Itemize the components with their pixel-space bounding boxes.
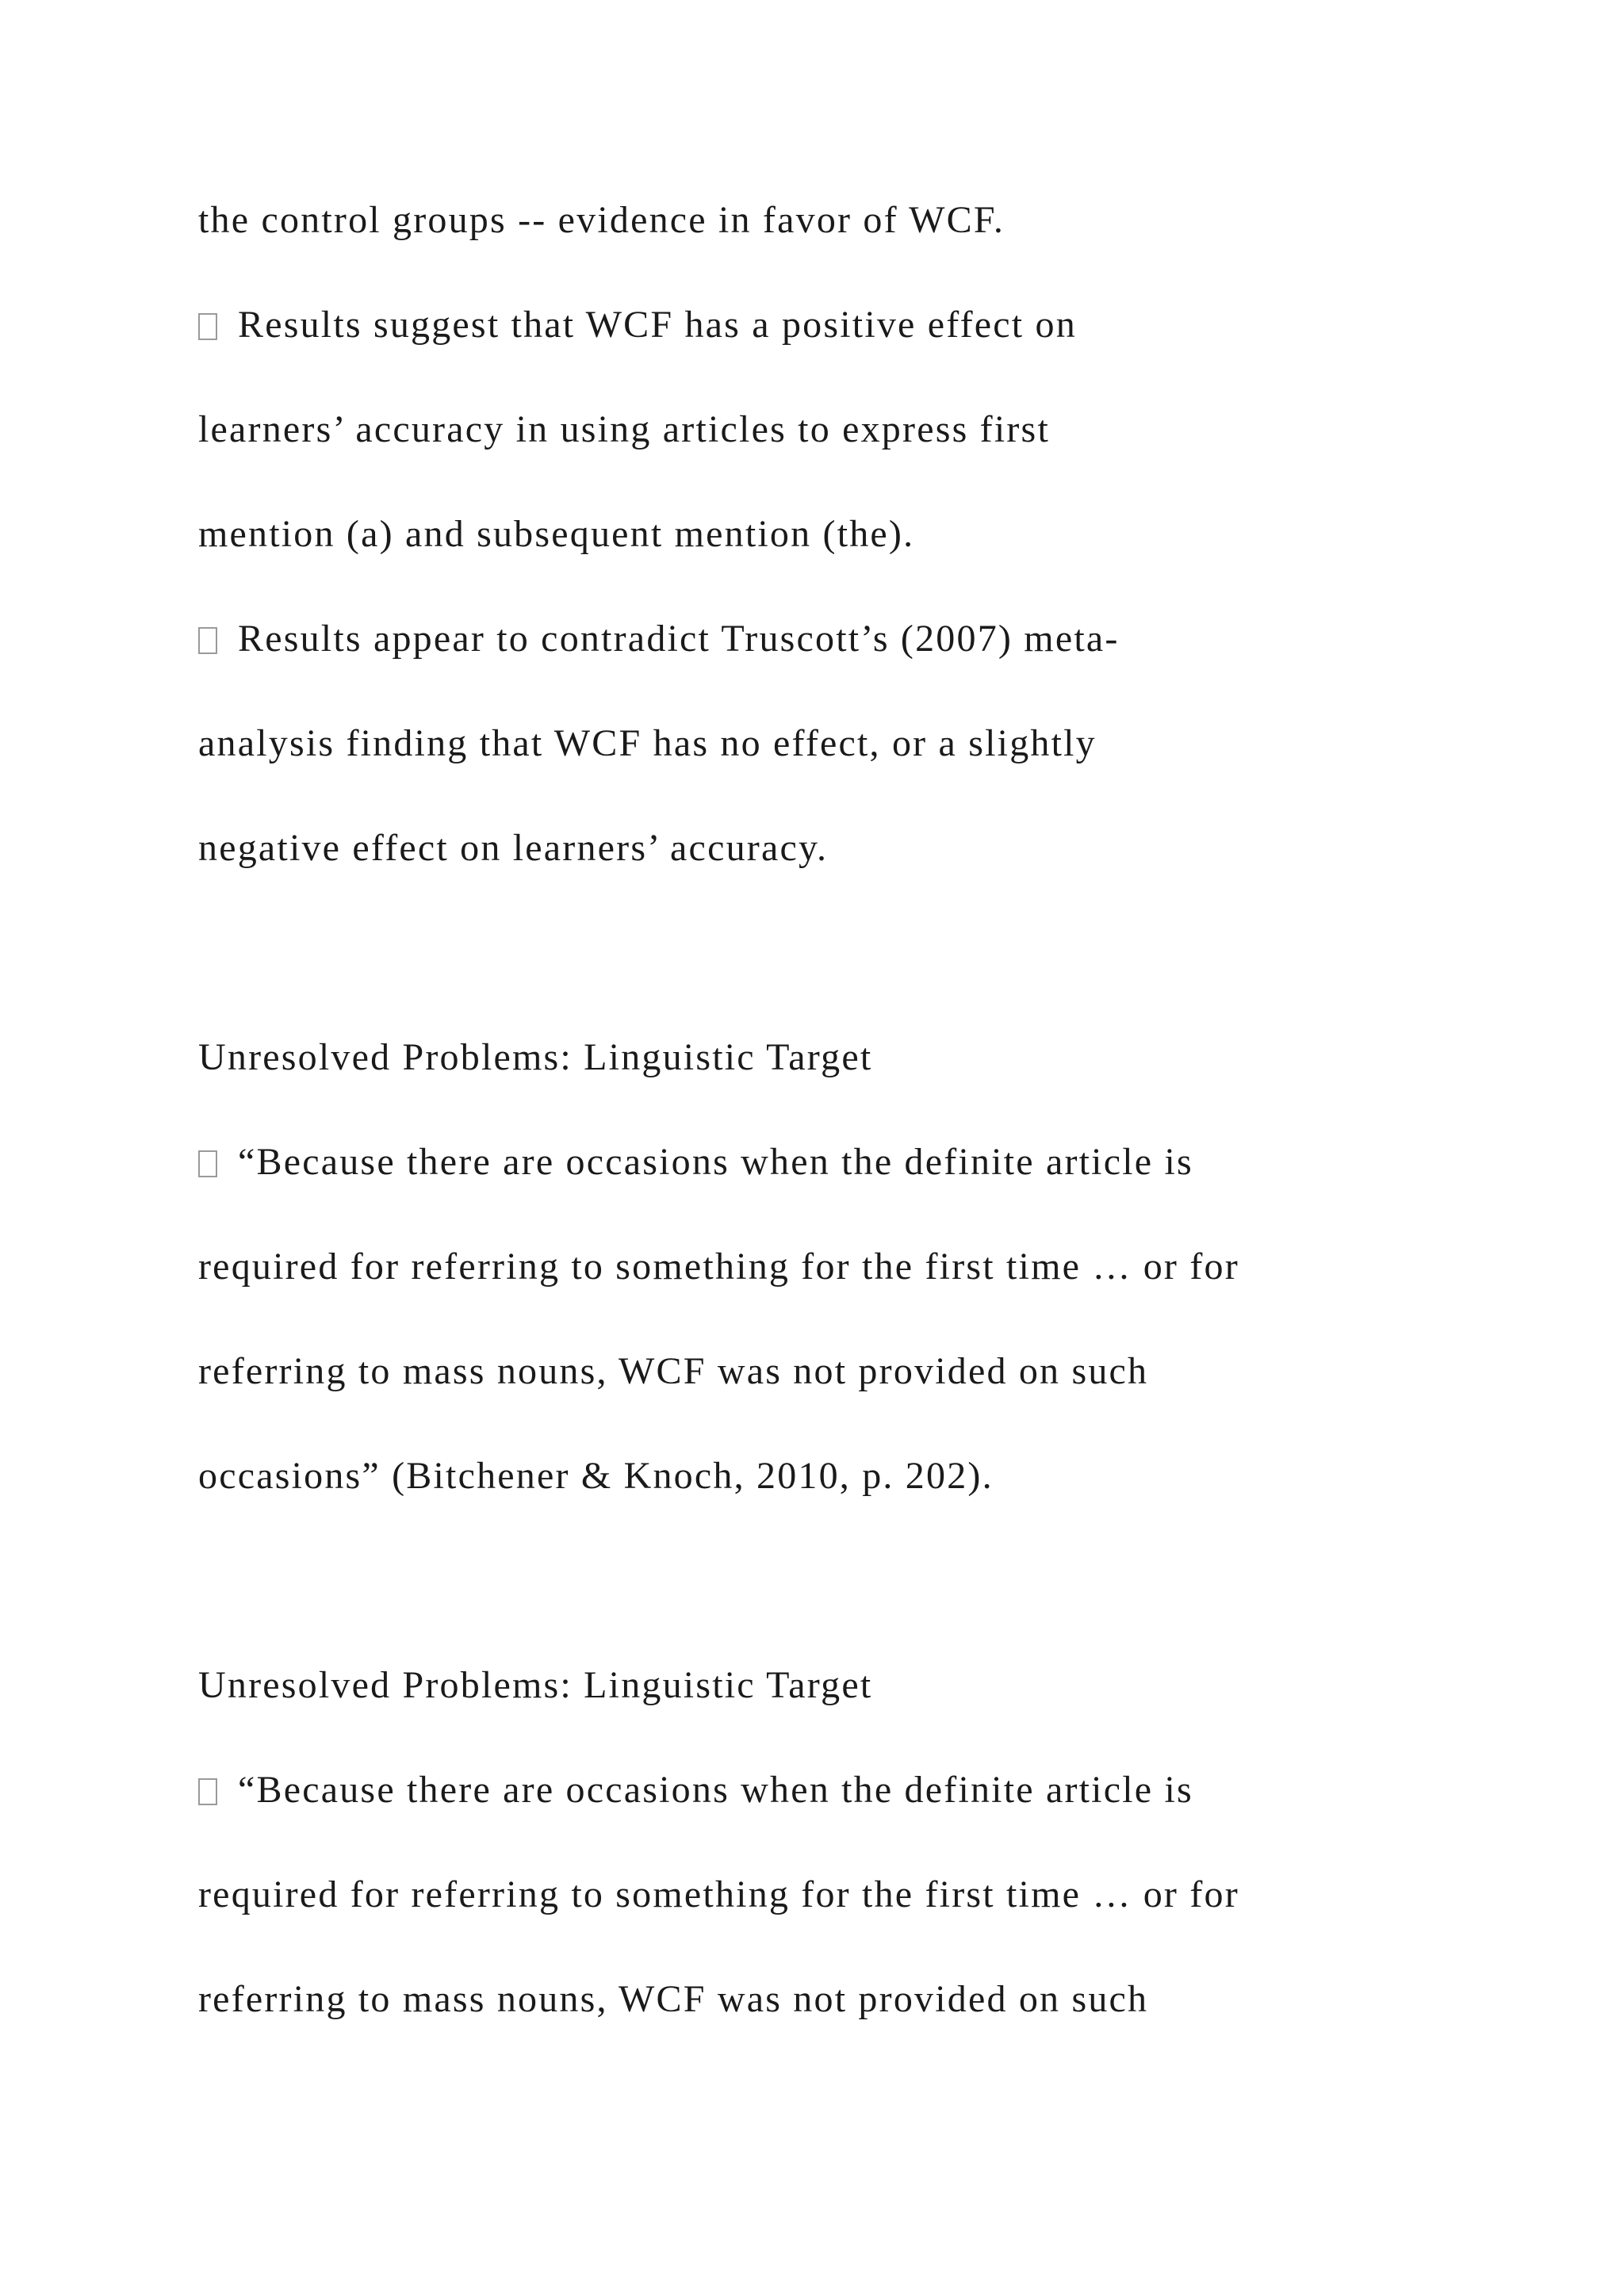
- bullet-line: [198, 306, 1077, 344]
- bullet-box-icon: [198, 313, 217, 340]
- text-line: mention (a) and subsequent mention (the).: [198, 513, 915, 555]
- bullet-box-icon: [198, 1778, 217, 1805]
- text-line: occasions” (Bitchener & Knoch, 2010, p. 202).: [198, 1455, 994, 1497]
- text-line: Results suggest that WCF has a positive effect on: [238, 304, 1077, 346]
- text-line: analysis finding that WCF has no effect, or a slightly: [198, 722, 1097, 764]
- section-heading: Unresolved Problems: Linguistic Target: [198, 1664, 873, 1706]
- section-heading: Unresolved Problems: Linguistic Target: [198, 1036, 873, 1078]
- text-line: required for referring to something for the first time … or for: [198, 1873, 1239, 1915]
- text-line: “Because there are occasions when the definite article is: [238, 1769, 1193, 1811]
- text-line: Results appear to contradict Truscott’s (2007) meta-: [238, 618, 1120, 660]
- bullet-box-icon: [198, 627, 217, 654]
- text-line: negative effect on learners’ accuracy.: [198, 827, 829, 869]
- text-line: the control groups -- evidence in favor of WCF.: [198, 199, 1005, 241]
- bullet-line: [198, 1771, 1193, 1809]
- bullet-box-icon: [198, 1150, 217, 1177]
- bullet-line: [198, 1143, 1193, 1181]
- text-line: required for referring to something for the first time … or for: [198, 1246, 1239, 1288]
- bullet-line: [198, 620, 1120, 658]
- text-line: “Because there are occasions when the definite article is: [238, 1141, 1193, 1183]
- text-line: referring to mass nouns, WCF was not provided on such: [198, 1350, 1149, 1392]
- text-line: referring to mass nouns, WCF was not provided on such: [198, 1978, 1149, 2020]
- text-line: learners’ accuracy in using articles to express first: [198, 408, 1050, 450]
